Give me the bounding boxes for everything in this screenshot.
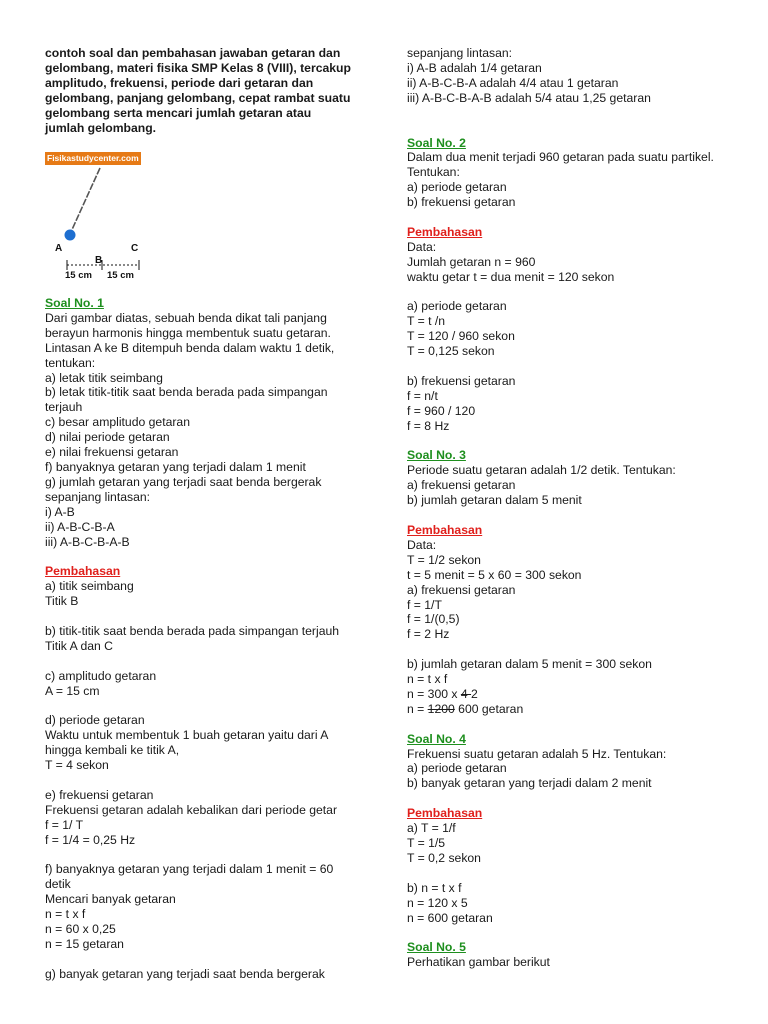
text-line: a) titik seimbang — [45, 579, 134, 594]
struck-text: 1200 — [427, 701, 455, 716]
intro-paragraph — [45, 46, 350, 136]
text-line: Dari gambar diatas, sebuah benda dikat tali panjang — [45, 310, 327, 325]
soal-4 — [407, 732, 737, 926]
pembahasan-2-title: Pembahasan — [407, 224, 483, 239]
text-line: Frekuensi getaran adalah kebalikan dari periode getar — [45, 802, 338, 817]
text-line: sepanjang lintasan: — [45, 489, 151, 504]
text-line: b) letak titik-titik saat benda berada pada simpangan — [45, 385, 328, 400]
distance-label-left: 15 cm — [65, 270, 92, 280]
pendulum-figure — [45, 152, 155, 280]
pendulum-string — [70, 168, 100, 234]
text-line: g) banyak getaran yang terjadi saat benda bergerak — [45, 966, 325, 981]
text-line: d) nilai periode getaran — [45, 430, 170, 445]
text-line: f) banyaknya getaran yang terjadi dalam 1 menit = 60 — [45, 862, 334, 877]
text-line: c) besar amplitudo getaran — [45, 415, 190, 430]
text-line: sepanjang lintasan: — [407, 46, 513, 60]
text-line: d) periode getaran — [45, 713, 145, 728]
text-line: Dalam dua menit terjadi 960 getaran pada suatu partikel. — [407, 150, 714, 165]
soal-1 — [45, 296, 350, 982]
text-line: g) jumlah getaran yang terjadi saat benda bergerak — [45, 474, 322, 489]
pembahasan-1-title: Pembahasan — [45, 564, 121, 579]
text-line: n = t x f — [45, 907, 86, 922]
text-line: T = 0,2 sekon — [407, 850, 481, 865]
intro-line: jumlah gelombang. — [45, 121, 157, 135]
left-column — [45, 0, 350, 982]
text-line: f = n/t — [407, 388, 438, 403]
intro-line: gelombang, panjang gelombang, cepat rambat suatu — [45, 91, 351, 105]
text-line: f = 960 / 120 — [407, 403, 476, 418]
text-line: f = 8 Hz — [407, 418, 450, 433]
corrected-line: n = 300 x 4 2 — [407, 686, 478, 701]
text-line: hingga kembali ke titik A, — [45, 743, 180, 758]
soal-5-title: Soal No. 5 — [407, 940, 466, 955]
text-line: Lintasan A ke B ditempuh benda dalam waktu 1 detik, — [45, 340, 335, 355]
text-line: b) jumlah getaran dalam 5 menit = 300 sekon — [407, 657, 652, 672]
text-line: n = 120 x 5 — [407, 895, 468, 910]
intro-line: amplitudo, frekuensi, periode dari getaran dan — [45, 76, 314, 90]
text-line: iii) A-B-C-B-A-B — [45, 534, 130, 549]
text-line: waktu getar t = dua menit = 120 sekon — [407, 269, 615, 284]
text-line: Data: — [407, 537, 437, 552]
text-line: ii) A-B-C-B-A adalah 4/4 atau 1 getaran — [407, 75, 619, 90]
text-line: n = t x f — [407, 672, 448, 687]
text-line: f = 2 Hz — [407, 627, 450, 642]
text-line: c) amplitudo getaran — [45, 668, 157, 683]
text-line: a) frekuensi getaran — [407, 582, 516, 597]
text-line: f = 1/4 = 0,25 Hz — [45, 832, 136, 847]
pembahasan-3-title: Pembahasan — [407, 523, 483, 537]
text-line: Waktu untuk membentuk 1 buah getaran yaitu dari A — [45, 728, 329, 743]
text-line: Tentukan: — [407, 165, 460, 180]
text-line: Data: — [407, 239, 437, 254]
text-line: iii) A-B-C-B-A-B adalah 5/4 atau 1,25 getaran — [407, 90, 651, 105]
text-line: f = 1/(0,5) — [407, 612, 460, 627]
soal-1-title: Soal No. 1 — [45, 296, 104, 310]
intro-line: contoh soal dan pembahasan jawaban getaran dan — [45, 46, 341, 60]
text-line: f = 1/T — [407, 597, 442, 612]
label-c: C — [131, 243, 139, 254]
text-line: a) frekuensi getaran — [407, 478, 516, 493]
text-line: f) banyaknya getaran yang terjadi dalam 1 menit — [45, 459, 306, 474]
text-line: terjauh — [45, 400, 83, 415]
corrected-line: n = 1200 600 getaran — [407, 701, 524, 716]
text-line: Titik A dan C — [45, 638, 113, 653]
text-line: a) T = 1/f — [407, 821, 456, 836]
struck-text: 4 — [460, 686, 472, 701]
site-logo: Fisikastudycenter.com — [47, 153, 139, 163]
text-line: b) jumlah getaran dalam 5 menit — [407, 493, 582, 508]
text-line: T = 0,125 sekon — [407, 344, 495, 359]
text-line: T = 120 / 960 sekon — [407, 329, 515, 344]
text-line: e) frekuensi getaran — [45, 787, 154, 802]
intro-line: gelombang, materi fisika SMP Kelas 8 (VIII), tercakup — [45, 61, 351, 75]
label-b: B — [95, 255, 103, 266]
soal-3 — [407, 448, 737, 716]
text-line: n = 600 getaran — [407, 910, 493, 925]
label-a: A — [55, 243, 63, 254]
text-line: f = 1/ T — [45, 817, 84, 832]
text-line: b) frekuensi getaran — [407, 195, 516, 210]
text-line: i) A-B — [45, 504, 75, 519]
text-line: Jumlah getaran n = 960 — [407, 254, 536, 269]
text-line: b) titik-titik saat benda berada pada simpangan terjauh — [45, 623, 340, 638]
text-line: a) letak titik seimbang — [45, 370, 163, 385]
text-line: t = 5 menit = 5 x 60 = 300 sekon — [407, 567, 582, 582]
text-line: detik — [45, 877, 71, 892]
pendulum-diagram — [45, 152, 155, 280]
text-line: T = 4 sekon — [45, 758, 109, 773]
soal-4-title: Soal No. 4 — [407, 731, 466, 746]
text-line: Frekuensi suatu getaran adalah 5 Hz. Tentukan: — [407, 746, 667, 761]
pendulum-bob — [65, 230, 76, 241]
text-line: b) banyak getaran yang terjadi dalam 2 menit — [407, 776, 652, 791]
text-line: ii) A-B-C-B-A — [45, 519, 115, 534]
text-line: Mencari banyak getaran — [45, 892, 176, 907]
text-line: a) periode getaran — [407, 180, 507, 195]
soal-5 — [407, 940, 737, 970]
text-line: Periode suatu getaran adalah 1/2 detik. Tentukan: — [407, 463, 676, 478]
text-line: T = 1/5 — [407, 835, 446, 850]
text-line: n = 60 x 0,25 — [45, 921, 116, 936]
text-line: Perhatikan gambar berikut — [407, 955, 550, 970]
soal-3-title: Soal No. 3 — [407, 448, 466, 463]
text-line: a) periode getaran — [407, 761, 507, 776]
intro-line: gelombang serta mencari jumlah getaran atau — [45, 106, 312, 120]
right-column — [407, 46, 737, 970]
soal-2-title: Soal No. 2 — [407, 135, 466, 150]
text-line: A = 15 cm — [45, 683, 100, 698]
text-line: T = 1/2 sekon — [407, 552, 481, 567]
text-line: n = 15 getaran — [45, 936, 124, 951]
text-line: i) A-B adalah 1/4 getaran — [407, 60, 542, 75]
text-line: T = t /n — [407, 314, 446, 329]
text-line: berayun harmonis hingga membentuk suatu getaran. — [45, 325, 331, 340]
text-line: b) frekuensi getaran — [407, 373, 516, 388]
soal-1-continued — [407, 46, 737, 106]
text-line: b) n = t x f — [407, 880, 462, 895]
text-line: e) nilai frekuensi getaran — [45, 445, 179, 460]
distance-label-right: 15 cm — [107, 270, 134, 280]
text-line: Titik B — [45, 594, 79, 609]
soal-2 — [407, 136, 737, 434]
text-line: tentukan: — [45, 355, 96, 370]
text-line: a) periode getaran — [407, 299, 507, 314]
pembahasan-4-title: Pembahasan — [407, 806, 483, 821]
